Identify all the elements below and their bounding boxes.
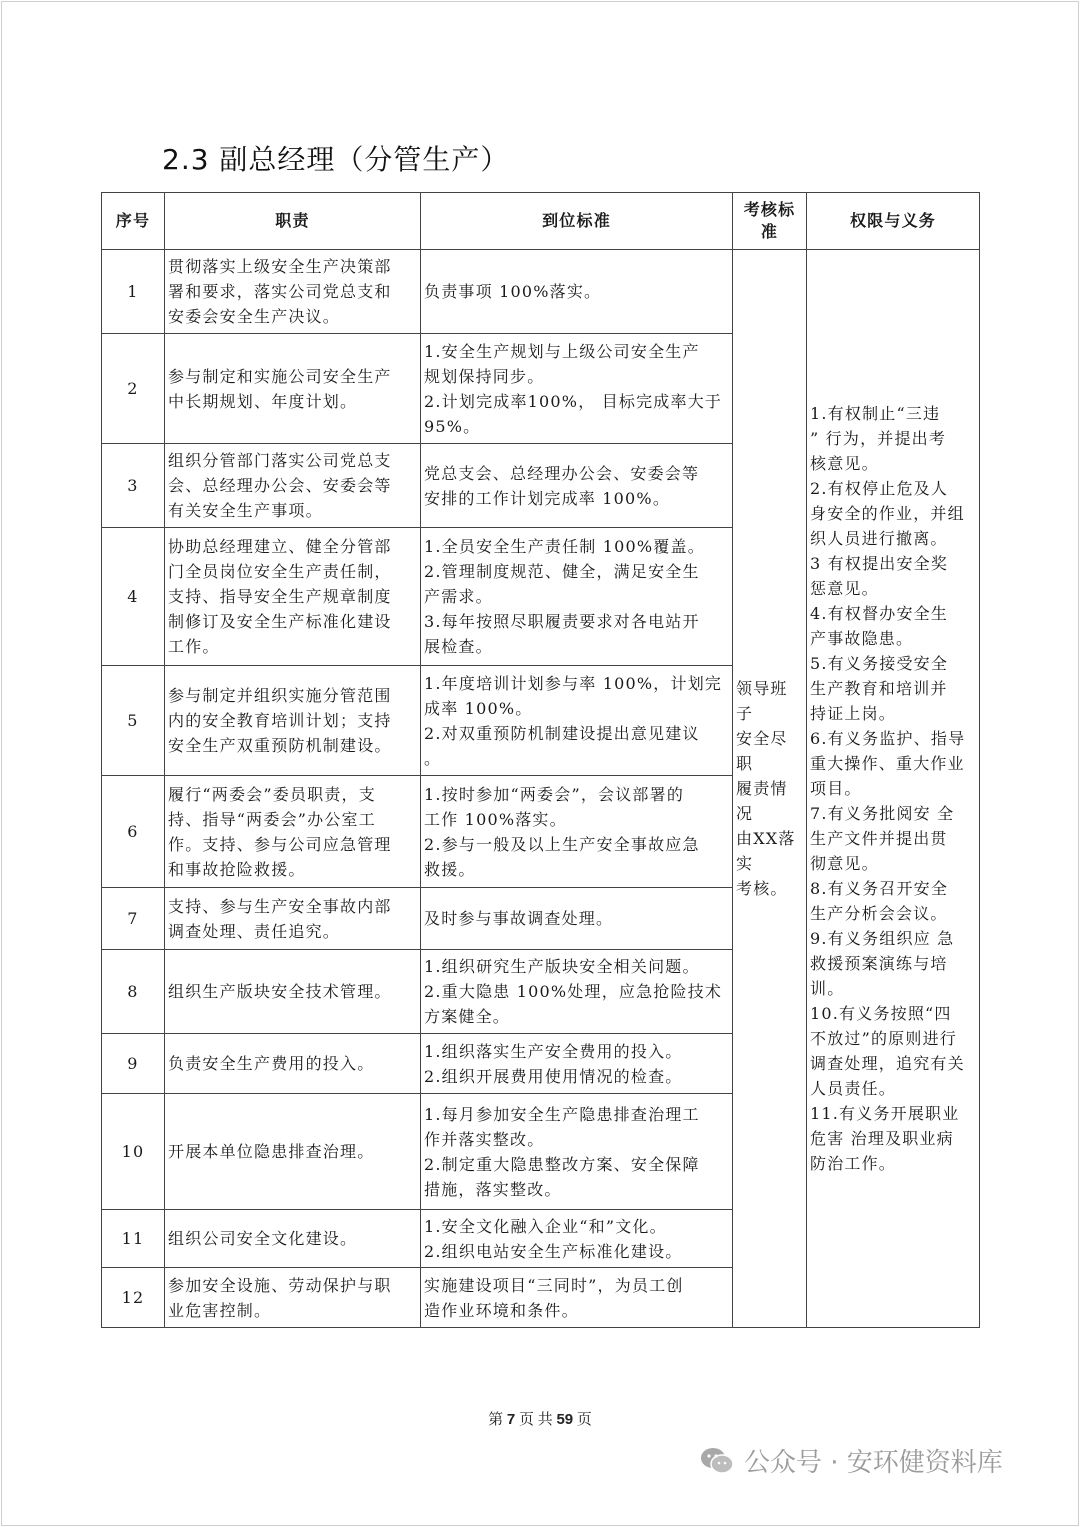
rights-line: 人员责任。 (810, 1079, 897, 1098)
row-standard (421, 666, 733, 776)
rights-line: 11.有义务开展职业 (810, 1104, 960, 1123)
rights-line: 6.有义务监护、指导 (810, 729, 966, 748)
standard-line: 1.组织研究生产版块安全相关问题。 (424, 957, 700, 976)
row-seq: 10 (102, 1094, 165, 1210)
duty-line: 负责安全生产费用的投入。 (168, 1054, 375, 1073)
rights-item (810, 476, 976, 551)
row-standard (421, 1094, 733, 1210)
row-duty (165, 444, 421, 528)
rights-line: 9.有义务组织应 急 (810, 929, 955, 948)
row-seq: 11 (102, 1210, 165, 1268)
rights-line: 救援预案演练与培 (810, 954, 948, 973)
standard-line: 成率 100%。 (424, 698, 533, 718)
watermark (700, 1442, 1003, 1479)
rights-line: 织人员进行撤离。 (810, 529, 948, 548)
header-assessment: 考核标准 (733, 193, 807, 250)
duty-line: 业危害控制。 (168, 1300, 272, 1320)
rights-item (810, 551, 976, 601)
duty-line: 署和要求，落实公司党总支和 (168, 282, 392, 301)
rights-line: 训。 (810, 979, 845, 998)
rights-item (810, 1101, 976, 1176)
standard-line: 95%。 (424, 416, 481, 436)
duty-line: 支持、参与生产安全事故内部 (168, 896, 392, 916)
row-standard (421, 1034, 733, 1094)
standard-line: 安排的工作计划完成率 100%。 (424, 488, 671, 508)
duty-line: 开展本单位隐患排查治理。 (168, 1142, 375, 1161)
duty-line: 履行“两委会”委员职责，支 (168, 784, 376, 804)
duty-line: 组织公司安全文化建设。 (168, 1229, 358, 1248)
row-duty (165, 888, 421, 950)
standard-line: 救援。 (424, 859, 476, 879)
rights-line: 5.有义务接受安全 (810, 654, 949, 673)
rights-line: 不放过”的原则进行 (810, 1029, 957, 1048)
row-seq: 9 (102, 1034, 165, 1094)
duty-line: 和事故抢险救援。 (168, 859, 306, 879)
assessment-cell (733, 250, 807, 1328)
assessment-line: 履责情况 (736, 779, 788, 823)
standard-line: 造作业环境和条件。 (424, 1300, 579, 1320)
rights-line: 防治工作。 (810, 1154, 897, 1173)
duty-line: 调查处理、责任追究。 (168, 921, 341, 941)
row-standard (421, 950, 733, 1034)
duty-line: 组织生产版块安全技术管理。 (168, 982, 392, 1001)
rights-line: 3 有权提出安全奖 (810, 554, 949, 573)
rights-line: 调查处理，追究有关 (810, 1054, 965, 1073)
row-seq: 1 (102, 250, 165, 334)
rights-item (810, 926, 976, 1001)
standard-line: 工作 100%落实。 (424, 809, 567, 829)
duty-line: 会、总经理办公会、安委会等 (168, 476, 392, 495)
standard-line: 1.年度培训计划参与率 100%，计划完 (424, 673, 723, 693)
rights-item (810, 876, 976, 926)
standard-line: 作并落实整改。 (424, 1129, 545, 1149)
rights-line: 生产分析会会议。 (810, 904, 948, 923)
row-standard (421, 250, 733, 334)
footer-suffix: 页 (576, 1412, 592, 1428)
row-standard (421, 776, 733, 888)
duty-line: 参与制定并组织实施分管范围 (168, 686, 392, 705)
standard-line: 2.组织开展费用使用情况的检查。 (424, 1066, 683, 1086)
standard-line: 1.安全文化融入企业“和”文化。 (424, 1216, 667, 1236)
standard-line: 方案健全。 (424, 1007, 511, 1026)
header-seq: 序号 (102, 193, 165, 250)
footer-page-number: 7 (506, 1411, 516, 1428)
standard-line: 措施，落实整改。 (424, 1179, 562, 1199)
row-duty (165, 250, 421, 334)
wechat-icon (700, 1447, 734, 1475)
rights-line: 项目。 (810, 779, 862, 798)
duty-line: 中长期规划、年度计划。 (168, 391, 358, 411)
rights-line: 危害 治理及职业病 (810, 1129, 954, 1148)
row-standard (421, 334, 733, 444)
rights-item (810, 801, 976, 876)
header-duty: 职责 (165, 193, 421, 250)
footer-prefix: 第 (488, 1412, 504, 1428)
rights-line: ” 行为，并提出考 (810, 429, 947, 448)
standard-line: 3.每年按照尽职履责要求对各电站开 (424, 612, 700, 631)
standard-line: 规划保持同步。 (424, 366, 545, 386)
rights-line: 产事故隐患。 (810, 629, 914, 648)
assessment-line: 由XX落实 (736, 829, 796, 873)
assessment-line: 安全尽职 (736, 729, 788, 773)
standard-line: 党总支会、总经理办公会、安委会等 (424, 463, 700, 483)
rights-item (810, 401, 976, 476)
row-seq: 3 (102, 444, 165, 528)
assessment-line: 领导班子 (736, 679, 788, 723)
row-standard (421, 444, 733, 528)
standard-line: 1.全员安全生产责任制 100%覆盖。 (424, 537, 705, 556)
row-seq: 8 (102, 950, 165, 1034)
row-duty (165, 528, 421, 666)
duty-line: 门全员岗位安全生产责任制， (168, 562, 392, 581)
row-standard (421, 1268, 733, 1328)
duty-line: 参加安全设施、劳动保护与职 (168, 1275, 392, 1295)
rights-line: 7.有义务批阅安 全 (810, 804, 955, 823)
standard-line: 1.按时参加“两委会”，会议部署的 (424, 784, 685, 804)
rights-cell (807, 250, 980, 1328)
header-standard: 到位标准 (421, 193, 733, 250)
rights-item (810, 651, 976, 726)
row-standard (421, 528, 733, 666)
rights-line: 1.有权制止“三违 (810, 404, 941, 423)
duty-line: 参与制定和实施公司安全生产 (168, 366, 392, 386)
rights-line: 8.有义务召开安全 (810, 879, 949, 898)
standard-line: 实施建设项目“三同时”，为员工创 (424, 1275, 684, 1295)
row-seq: 7 (102, 888, 165, 950)
row-duty (165, 1034, 421, 1094)
standard-line: 1.每月参加安全生产隐患排查治理工 (424, 1104, 700, 1124)
section-title: 2.3 副总经理（分管生产） (162, 143, 510, 176)
rights-line: 核意见。 (810, 454, 879, 473)
rights-line: 身安全的作业，并组 (810, 504, 965, 523)
duty-line: 工作。 (168, 637, 220, 656)
rights-line: 重大操作、重大作业 (810, 754, 965, 773)
row-standard (421, 1210, 733, 1268)
row-seq: 12 (102, 1268, 165, 1328)
standard-line: 1.安全生产规划与上级公司安全生产 (424, 341, 700, 361)
standard-line: 2.组织电站安全生产标准化建设。 (424, 1241, 683, 1261)
watermark-text: 公众号 · 安环健资料库 (744, 1448, 1003, 1478)
row-seq: 2 (102, 334, 165, 444)
table-body (102, 250, 980, 1328)
row-duty (165, 776, 421, 888)
row-duty (165, 1094, 421, 1210)
row-duty (165, 1268, 421, 1328)
rights-item (810, 1001, 976, 1101)
rights-line: 惩意见。 (810, 579, 879, 598)
rights-line: 生产教育和培训并 (810, 679, 948, 698)
row-duty (165, 950, 421, 1034)
row-standard (421, 888, 733, 950)
duty-line: 作。支持、参与公司应急管理 (168, 834, 392, 854)
rights-line: 4.有权督办安全生 (810, 604, 949, 623)
rights-line: 生产文件并提出贯 (810, 829, 948, 848)
footer-total-pages: 59 (556, 1411, 574, 1428)
rights-line: 2.有权停止危及人 (810, 479, 949, 498)
standard-line: 及时参与事故调查处理。 (424, 909, 614, 928)
rights-line: 持证上岗。 (810, 704, 897, 723)
row-duty (165, 334, 421, 444)
standard-line: 。 (424, 748, 442, 768)
rights-item (810, 726, 976, 801)
row-seq: 5 (102, 666, 165, 776)
row-duty (165, 666, 421, 776)
duty-line: 制修订及安全生产标准化建设 (168, 612, 392, 631)
standard-line: 展检查。 (424, 637, 493, 656)
standard-line: 负责事项 100%落实。 (424, 282, 602, 301)
standard-line: 产需求。 (424, 587, 493, 606)
duty-line: 安委会安全生产决议。 (168, 307, 341, 326)
table-row (102, 250, 980, 334)
rights-line: 10.有义务按照“四 (810, 1004, 952, 1023)
row-duty (165, 1210, 421, 1268)
duty-line: 组织分管部门落实公司党总支 (168, 451, 392, 470)
standard-line: 2.重大隐患 100%处理，应急抢险技术 (424, 982, 723, 1001)
row-seq: 4 (102, 528, 165, 666)
standard-line: 2.计划完成率100%， 目标完成率大于 (424, 391, 723, 411)
assessment-line: 考核。 (736, 879, 788, 898)
duty-line: 协助总经理建立、健全分管部 (168, 537, 392, 556)
duty-line: 安全生产双重预防机制建设。 (168, 736, 392, 755)
standard-line: 2.管理制度规范、健全，满足安全生 (424, 562, 700, 581)
footer-middle: 页 共 (518, 1412, 553, 1428)
standard-line: 2.参与一般及以上生产安全事故应急 (424, 834, 700, 854)
duty-line: 支持、指导安全生产规章制度 (168, 587, 392, 606)
rights-item (810, 601, 976, 651)
rights-line: 彻意见。 (810, 854, 879, 873)
table-header-row (102, 193, 980, 250)
duty-line: 内的安全教育培训计划；支持 (168, 711, 392, 730)
standard-line: 1.组织落实生产安全费用的投入。 (424, 1041, 683, 1061)
duty-line: 有关安全生产事项。 (168, 501, 323, 520)
standard-line: 2.对双重预防机制建设提出意见建议 (424, 723, 700, 743)
standard-line: 2.制定重大隐患整改方案、安全保障 (424, 1154, 700, 1174)
duty-line: 持、指导“两委会”办公室工 (168, 809, 376, 829)
duty-table (101, 192, 980, 1328)
row-seq: 6 (102, 776, 165, 888)
header-rights: 权限与义务 (807, 193, 980, 250)
page-footer (0, 1408, 1080, 1429)
duty-line: 贯彻落实上级安全生产决策部 (168, 257, 392, 276)
